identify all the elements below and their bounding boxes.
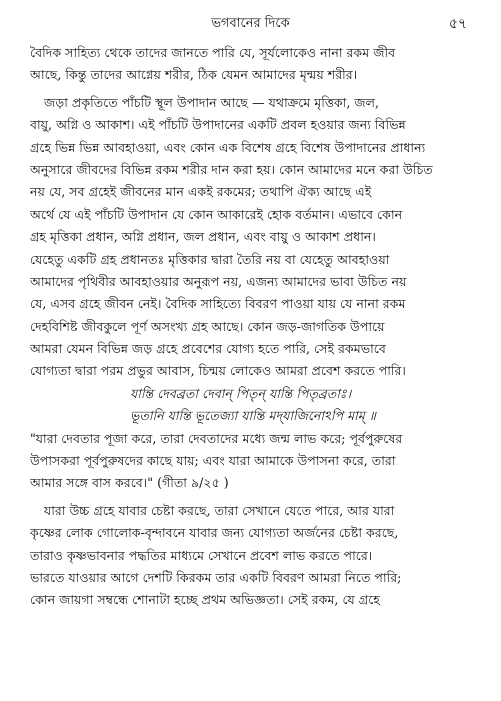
- text-line: গ্রহ মৃত্তিকা প্রধান, অগ্নি প্রধান, জল প্রধান, এবং বায়ু ও আকাশ প্রধান।: [30, 229, 376, 245]
- text-line: ভারতে যাওয়ার আগে দেশটি কিরকম তার একটি বিবরণ আমরা নিতে পারি;: [30, 569, 402, 585]
- text-line: কোন জায়গা সম্বন্ধে শোনাটা হচ্ছে প্রথম অভিজ্ঞতা। সেই রকম, যে গ্রহে: [30, 592, 380, 608]
- text-line: বায়ু, অগ্নি ও আকাশ। এই পাঁচটি উপাদানের একটি প্রবল হওয়ার জন্য বিভিন্ন: [30, 117, 406, 133]
- text-line: নয় যে, সব গ্রহেই জীবনের মান একই রকমের; তথাপি ঐক্য আছে এই: [30, 184, 372, 200]
- text-line: যোগ্যতা দ্বারা পরম প্রভুর আবাস, চিন্ময় লোকেও আমরা প্রবেশ করতে পারি।: [30, 363, 406, 379]
- body-text: [30, 42, 476, 612]
- text-line: দেহবিশিষ্ট জীবকুলে পূর্ণ অসংখ্য গ্রহ আছে। কোন জড়-জাগতিক উপায়ে: [30, 318, 385, 334]
- paragraph-1: [30, 42, 476, 87]
- verse-translation: [30, 428, 476, 495]
- text-line: তারাও কৃষ্ণভাবনার পদ্ধতির মাধ্যমে সেখানে প্রবেশ লাভ করতে পারে।: [30, 547, 373, 563]
- paragraph-3: [30, 500, 476, 612]
- running-title: ভগবানের দিকে: [211, 16, 290, 31]
- verse-line: যান্তি দেবব্রতা দেবান্ পিতৃন্ যান্তি পিতৃব্রতাঃ।: [130, 385, 352, 401]
- text-line: কৃষ্ণের লোক গোলোক-বৃন্দাবনে যাবার জন্য যোগ্যতা অর্জনের চেষ্টা করছে,: [30, 525, 399, 541]
- verse: [30, 383, 476, 428]
- paragraph-2: [30, 92, 476, 383]
- text-line: আছে, কিন্তু তাদের আগ্নেয় শরীর, ঠিক যেমন আমাদের মৃন্ময় শরীর।: [30, 67, 358, 83]
- text-line: যেহেতু একটি গ্রহ প্রধানতঃ মৃত্তিকার দ্বারা তৈরি নয় বা যেহেতু আবহাওয়া: [30, 251, 390, 267]
- text-line: যারা উচ্চ গ্রহে যাবার চেষ্টা করছে, তারা সেখানে যেতে পারে, আর যারা: [44, 502, 395, 518]
- text-line: যে, এসব গ্রহে জীবন নেই। বৈদিক সাহিত্যে বিবরণ পাওয়া যায় যে নানা রকম: [30, 296, 406, 312]
- page-number: ৫৭: [448, 16, 467, 32]
- text-line: অর্থে যে এই পাঁচটি উপাদান যে কোন আকারেই হোক বর্তমান। এভাবে কোন: [30, 206, 403, 222]
- text-line: গ্রহে ভিন্ন ভিন্ন আবহাওয়া, এবং কোন এক বিশেষ গ্রহে বিশেষ উপাদানের প্রাধান্য: [30, 139, 426, 155]
- text-line: অনুসারে জীবদের বিভিন্ন রকম শরীর দান করা হয়। কোন আমাদের মনে করা উচিত: [30, 161, 433, 177]
- text-line: আমার সঙ্গে বাস করবে।" (গীতা ৯/২৫ ): [30, 475, 229, 491]
- text-line: আমাদের পৃথিবীর আবহাওয়ার অনুরূপ নয়, এজন্য আমাদের ভাবা উচিত নয়: [30, 273, 407, 289]
- text-line: বৈদিক সাহিত্য থেকে তাদের জানতে পারি যে, সূর্যলোকেও নানা রকম জীব: [30, 45, 396, 60]
- page-header: [0, 14, 501, 38]
- verse-line: ভূতানি যান্তি ভূতেজ্যা যান্তি মদ্‌যাজিনোঽপি মাম্ ॥: [130, 408, 376, 424]
- text-line: আমরা যেমন বিভিন্ন জড় গ্রহে প্রবেশের যোগ্য হতে পারি, সেই রকমভাবে: [30, 341, 386, 357]
- text-line: "যারা দেবতার পূজা করে, তারা দেবতাদের মধ্যে জন্ম লাভ করে; পূর্বপুরুষের: [30, 430, 403, 446]
- text-line: জড়া প্রকৃতিতে পাঁচটি স্থূল উপাদান আছে — যথাক্রমে মৃত্তিকা, জল,: [44, 94, 380, 110]
- text-line: উপাসকরা পূর্বপুরুষদের কাছে যায়; এবং যারা আমাকে উপাসনা করে, তারা: [30, 453, 396, 469]
